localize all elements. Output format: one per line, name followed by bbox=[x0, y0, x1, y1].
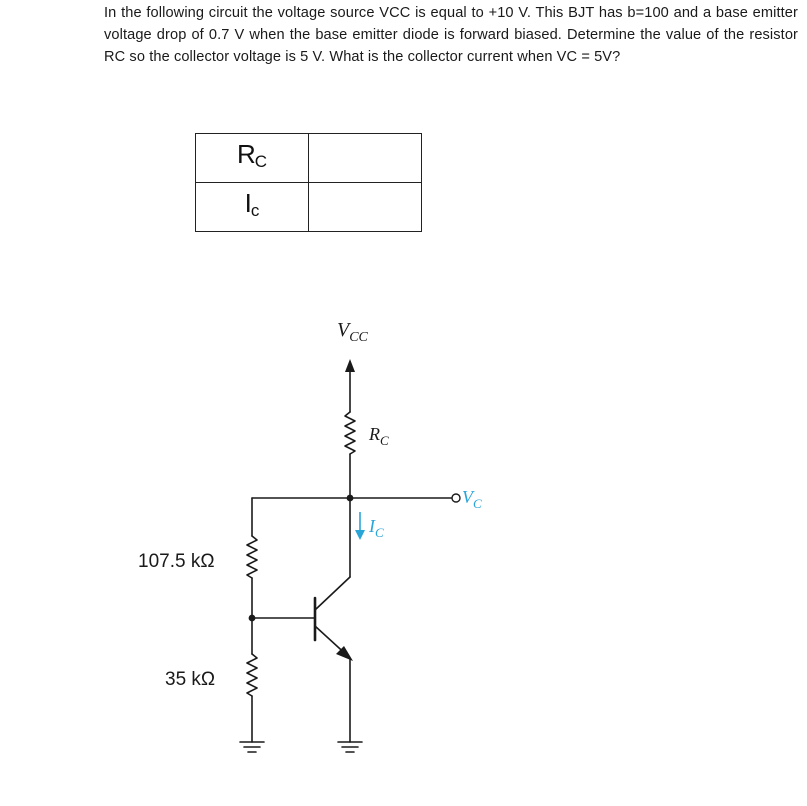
base-junction-dot bbox=[249, 615, 256, 622]
vc-label: $V_C$ bbox=[462, 487, 482, 511]
vc-terminal bbox=[452, 494, 460, 502]
ground-icon bbox=[240, 742, 264, 752]
vcc-label: $V_{CC}$ bbox=[337, 319, 368, 345]
transistor-collector-lead bbox=[315, 577, 350, 610]
rc-label-sub: C bbox=[254, 152, 268, 171]
rc-resistor bbox=[345, 412, 355, 454]
lower-bias-resistor-label: 35 kΩ bbox=[165, 669, 216, 690]
rc-label-main: R bbox=[236, 139, 256, 169]
question-text: In the following circuit the voltage source VCC is equal to +10 V. This BJT has b=100 and a base emitter voltage drop of 0.7 V when the base emitter diode is forward biased. Determine the value of the resistor RC so the collector voltage is 5 V. What is the collector current when VC = 5V? bbox=[104, 5, 798, 65]
ic-label-sub: c bbox=[250, 201, 260, 220]
vcc-arrow-icon bbox=[345, 359, 355, 372]
ic-circuit-label: $I_C$ bbox=[369, 516, 384, 540]
upper-bias-resistor-label: 107.5 kΩ bbox=[138, 551, 215, 572]
rc-circuit-label: $R_C$ bbox=[369, 424, 389, 448]
ic-label-main: I bbox=[244, 188, 252, 218]
ground-icon bbox=[338, 742, 362, 752]
lower-bias-resistor bbox=[247, 654, 257, 696]
upper-bias-resistor bbox=[247, 536, 257, 578]
collector-junction-dot bbox=[347, 495, 354, 502]
ic-arrowhead-icon bbox=[355, 530, 365, 540]
